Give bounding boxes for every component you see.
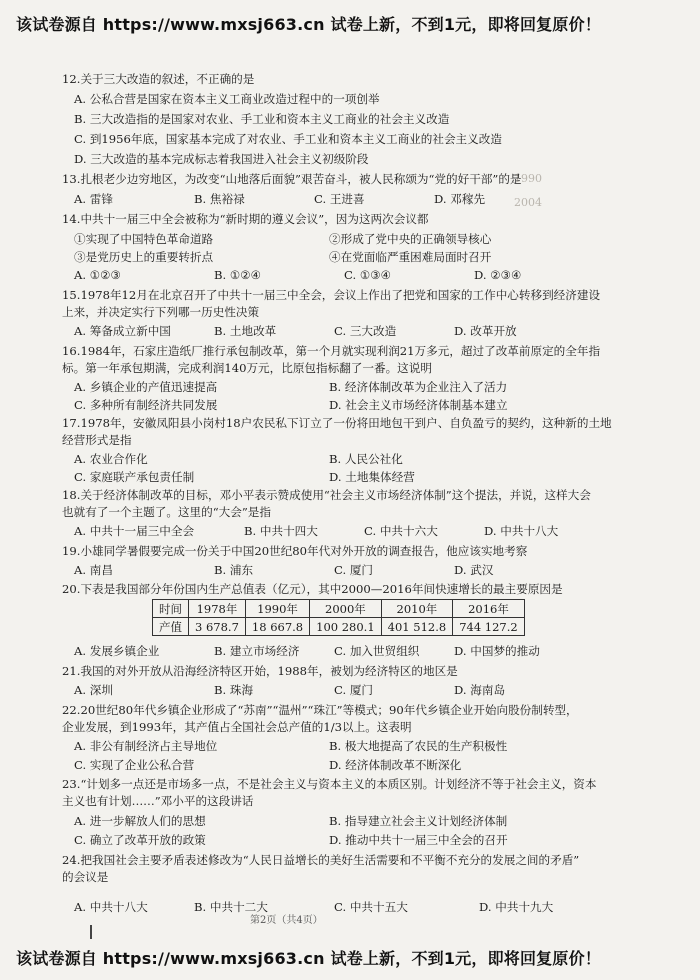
- option: A. 进一步解放人们的思想: [74, 814, 206, 828]
- table-cell: 2000年: [310, 600, 382, 618]
- page-footer: 第2页（共4页）: [250, 915, 323, 926]
- option: C. 多种所有制经济共同发展: [74, 398, 218, 412]
- option: D. 中国梦的推动: [454, 644, 540, 658]
- option: D. 推动中共十一届三中全会的召开: [329, 833, 508, 847]
- option: C. 中共十五大: [334, 900, 408, 914]
- table-cell: 18 667.8: [245, 618, 309, 636]
- question-stem: 经营形式是指: [62, 433, 132, 447]
- exam-page: [44, 72, 654, 922]
- option: A. ①②③: [74, 268, 121, 282]
- question-stem: 12.关于三大改造的叙述，不正确的是: [62, 72, 255, 86]
- question-stem: 主义也有计划……”邓小平的这段讲话: [62, 794, 254, 808]
- option: ③是党历史上的重要转折点: [74, 250, 214, 264]
- question-stem: 20.下表是我国部分年份国内生产总值表（亿元），其中2000—2016年间快速增长的最主要原因是: [62, 582, 563, 596]
- question-stem: 23.“计划多一点还是市场多一点，不是社会主义与资本主义的本质区别。计划经济不等于社会主义，资本: [62, 777, 597, 791]
- option: D. ②③④: [474, 268, 522, 282]
- option: A. 发展乡镇企业: [74, 644, 160, 658]
- page-edge-mark: [90, 925, 92, 939]
- question-stem: 13.扎根老少边穷地区，为改变“山地落后面貌”艰苦奋斗，被人民称颂为“党的好干部”的是: [62, 172, 522, 186]
- question-stem: 24.把我国社会主要矛盾表述修改为“人民日益增长的美好生活需要和不平衡不充分的发展之间的矛盾”: [62, 853, 580, 867]
- question-stem: 17.1978年，安徽凤阳县小岗村18户农民私下订立了一份将田地包干到户、自负盈亏的契约，这种新的土地: [62, 416, 612, 430]
- top-banner[interactable]: 该试卷源自 https://www.mxsj663.cn 试卷上新，不到1元，即将回复原价！: [16, 15, 601, 34]
- table-cell: 3 678.7: [189, 618, 246, 636]
- option: B. 人民公社化: [329, 452, 403, 466]
- option: B. 中共十二大: [194, 900, 268, 914]
- bottom-banner[interactable]: 该试卷源自 https://www.mxsj663.cn 试卷上新，不到1元，即将回复原价！: [16, 949, 601, 968]
- option: D. 经济体制改革不断深化: [329, 758, 462, 772]
- option: B. 中共十四大: [244, 524, 318, 538]
- question-stem: 19.小雄同学暑假要完成一份关于中国20世纪80年代对外开放的调查报告，他应该实地考察: [62, 544, 528, 558]
- option: B. 指导建立社会主义计划经济体制: [329, 814, 508, 828]
- option: C. 王进喜: [314, 192, 365, 206]
- table-row: [153, 600, 525, 618]
- option: A. 中共十一届三中全会: [74, 524, 195, 538]
- bleed-through: 1990: [514, 172, 542, 185]
- option: D. 土地集体经营: [329, 470, 415, 484]
- option: A. 中共十八大: [74, 900, 148, 914]
- table-cell: 100 280.1: [310, 618, 382, 636]
- question-stem: 15.1978年12月在北京召开了中共十一届三中全会，会议上作出了把党和国家的工作中心转移到经济建设: [62, 288, 601, 302]
- option: ④在党面临严重困难局面时召开: [329, 250, 492, 264]
- option: B. 浦东: [214, 563, 254, 577]
- option: ①实现了中国特色革命道路: [74, 232, 214, 246]
- question-stem: 标。第一年承包期满，完成利润140万元，比原包指标翻了一番。这说明: [62, 361, 432, 375]
- table-cell: 744 127.2: [453, 618, 525, 636]
- option: C. ①③④: [344, 268, 392, 282]
- option: B. 建立市场经济: [214, 644, 300, 658]
- question-stem: 22.20世纪80年代乡镇企业形成了“苏南”“温州”“珠江”等模式；90年代乡镇企业开始向股份制转型，: [62, 703, 578, 717]
- option: C. 加入世贸组织: [334, 644, 420, 658]
- table-cell: 1978年: [189, 600, 246, 618]
- option: C. 实现了企业公私合营: [74, 758, 195, 772]
- option: B. 经济体制改革为企业注入了活力: [329, 380, 508, 394]
- table-cell: 401 512.8: [381, 618, 453, 636]
- option: C. 到1956年底，国家基本完成了对农业、手工业和资本主义工商业的社会主义改造: [74, 132, 502, 146]
- option: C. 确立了改革开放的政策: [74, 833, 206, 847]
- question-stem: 上来，并决定实行下列哪一历史性决策: [62, 305, 260, 319]
- option: A. 雷锋: [74, 192, 113, 206]
- question-stem: 企业发展，到1993年，其产值占全国社会总产值的1/3以上。这表明: [62, 720, 412, 734]
- option: A. 南昌: [74, 563, 113, 577]
- table-cell: 产值: [153, 618, 189, 636]
- question-stem: 21.我国的对外开放从沿海经济特区开始，1988年，被划为经济特区的地区是: [62, 664, 458, 678]
- table-cell: 1990年: [245, 600, 309, 618]
- option: D. 社会主义市场经济体制基本建立: [329, 398, 508, 412]
- option: D. 改革开放: [454, 324, 517, 338]
- option: A. 乡镇企业的产值迅速提高: [74, 380, 218, 394]
- option: B. 土地改革: [214, 324, 277, 338]
- option: B. 焦裕禄: [194, 192, 245, 206]
- option: D. 中共十八大: [484, 524, 559, 538]
- option: B. 三大改造指的是国家对农业、手工业和资本主义工商业的社会主义改造: [74, 112, 450, 126]
- option: D. 邓稼先: [434, 192, 486, 206]
- option: A. 公私合营是国家在资本主义工商业改造过程中的一项创举: [74, 92, 380, 106]
- option: D. 武汉: [454, 563, 494, 577]
- option: A. 农业合作化: [74, 452, 148, 466]
- question-stem: 18.关于经济体制改革的目标，邓小平表示赞成使用“社会主义市场经济体制”这个提法，并说，这样大会: [62, 488, 591, 502]
- option: C. 三大改造: [334, 324, 397, 338]
- question-stem: 16.1984年，石家庄造纸厂推行承包制改革，第一个月就实现利润21万多元，超过了改革前原定的全年指: [62, 344, 601, 358]
- option: D. 海南岛: [454, 683, 506, 697]
- option: A. 深圳: [74, 683, 113, 697]
- option: B. ①②④: [214, 268, 262, 282]
- option: C. 厦门: [334, 563, 374, 577]
- option: C. 中共十六大: [364, 524, 438, 538]
- option: B. 珠海: [214, 683, 254, 697]
- question-stem: 也就有了一个主题了。这里的“大会”是指: [62, 505, 271, 519]
- table-cell: 2016年: [453, 600, 525, 618]
- option: C. 厦门: [334, 683, 374, 697]
- option: ②形成了党中央的正确领导核心: [329, 232, 492, 246]
- option: A. 筹备成立新中国: [74, 324, 171, 338]
- gdp-table: [152, 599, 525, 636]
- table-cell: 2010年: [381, 600, 453, 618]
- option: C. 家庭联产承包责任制: [74, 470, 195, 484]
- option: D. 三大改造的基本完成标志着我国进入社会主义初级阶段: [74, 152, 369, 166]
- table-cell: 时间: [153, 600, 189, 618]
- option: B. 极大地提高了农民的生产积极性: [329, 739, 508, 753]
- bleed-through: 2004: [514, 196, 542, 209]
- option: A. 非公有制经济占主导地位: [74, 739, 218, 753]
- question-stem: 14.中共十一届三中全会被称为“新时期的遵义会议”，因为这两次会议都: [62, 212, 429, 226]
- option: D. 中共十九大: [479, 900, 554, 914]
- question-stem: 的会议是: [62, 870, 109, 884]
- table-row: [153, 618, 525, 636]
